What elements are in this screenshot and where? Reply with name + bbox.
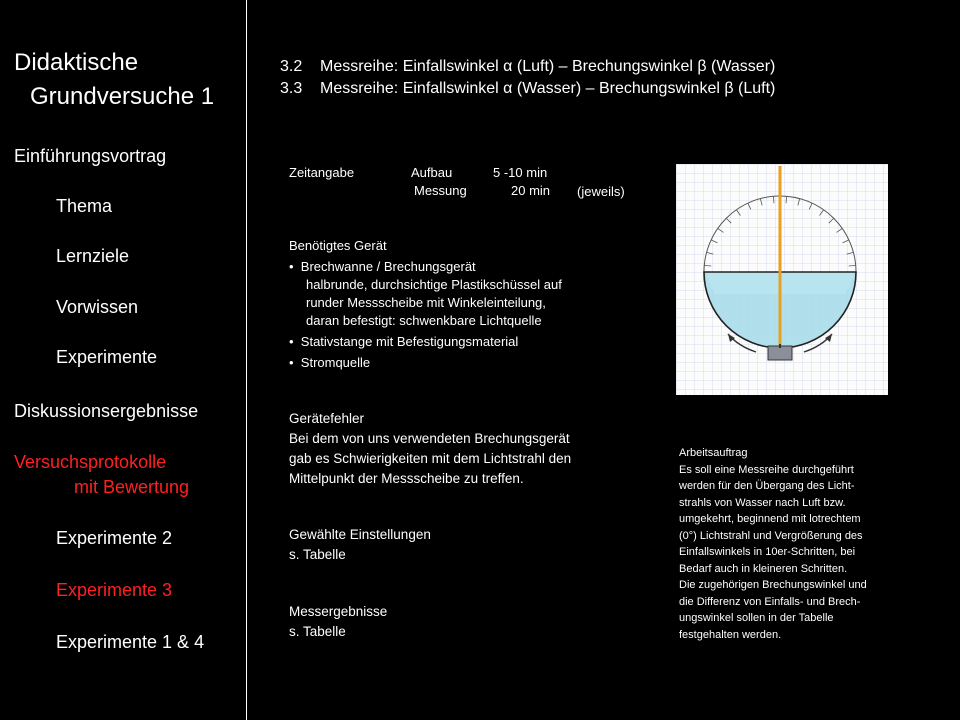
task-heading: Arbeitsauftrag: [679, 447, 748, 459]
header-num-2: 3.3: [280, 80, 303, 97]
nav-item-lernziele[interactable]: Lernziele: [56, 246, 130, 266]
nav-item-experimente-2[interactable]: Experimente 2: [56, 528, 173, 548]
nav-item-thema[interactable]: Thema: [56, 196, 113, 216]
task-line: Bedarf auch in kleineren Schritten.: [679, 562, 848, 575]
header-text-2: Messreihe: Einfallswinkel α (Wasser) – Brechungswinkel β (Luft): [320, 80, 776, 97]
task-line: Es soll eine Messreihe durchgeführt: [679, 463, 854, 476]
task-line: werden für den Übergang des Licht-: [679, 480, 855, 492]
task-line: festgehalten werden.: [679, 628, 782, 641]
nav-item-vorwissen[interactable]: Vorwissen: [56, 297, 139, 317]
task-line: Die zugehörigen Brechungswinkel und: [679, 579, 867, 591]
sidebar-divider: [246, 0, 247, 720]
time-note: (jeweils): [577, 184, 625, 199]
errors-line: gab es Schwierigkeiten mit dem Lichtstrahl den: [289, 451, 572, 466]
nav-item-einfuehrungsvortrag[interactable]: Einführungsvortrag: [14, 146, 167, 166]
equipment-sub-line: runder Messscheibe mit Winkeleinteilung,: [306, 295, 546, 310]
time-setup-value: 5 -10 min: [493, 165, 548, 180]
task-line: strahls von Wasser nach Luft bzw.: [679, 496, 846, 509]
equipment-item-text: Stromquelle: [300, 355, 371, 370]
header-num-1: 3.2: [280, 58, 303, 75]
nav-item-experimente-3[interactable]: Experimente 3: [56, 580, 173, 600]
equipment-item: • Stromquelle: [289, 355, 371, 370]
equipment-item: • Stativstange mit Befestigungsmaterial: [289, 334, 519, 349]
time-measure-label: Messung: [414, 183, 467, 198]
equipment-heading: Benötigtes Gerät: [289, 238, 387, 253]
task-line: (0°) Lichtstrahl und Vergrößerung des: [679, 529, 863, 542]
nav-item-versuchsprotokolle-sub[interactable]: mit Bewertung: [74, 477, 190, 497]
errors-heading: Gerätefehler: [289, 411, 365, 426]
results-value: s. Tabelle: [289, 624, 346, 639]
time-label: Zeitangabe: [289, 165, 355, 180]
nav-item-experimente-1-4[interactable]: Experimente 1 & 4: [56, 632, 205, 652]
equipment-item-text: Brechwanne / Brechungsgerät: [300, 259, 476, 274]
task-line: ungswinkel sollen in der Tabelle: [679, 612, 834, 624]
equipment-sub-line: halbrunde, durchsichtige Plastikschüssel auf: [306, 277, 562, 292]
equipment-item: • Brechwanne / Brechungsgerät: [289, 259, 476, 274]
equipment-sub-line: daran befestigt: schwenkbare Lichtquelle: [306, 313, 542, 328]
settings-heading: Gewählte Einstellungen: [289, 527, 431, 542]
nav-item-experimente[interactable]: Experimente: [56, 347, 158, 367]
equipment-item-text: Stativstange mit Befestigungsmaterial: [300, 334, 519, 349]
errors-line: Bei dem von uns verwendeten Brechungsgerät: [289, 431, 570, 446]
results-heading: Messergebnisse: [289, 604, 388, 619]
refraction-apparatus-image: [676, 164, 888, 395]
header-text-1: Messreihe: Einfallswinkel α (Luft) – Brechungswinkel β (Wasser): [320, 58, 776, 75]
task-line: umgekehrt, beginnend mit lotrechtem: [679, 513, 861, 525]
time-setup-label: Aufbau: [411, 165, 453, 180]
task-line: Einfallswinkels in 10er-Schritten, bei: [679, 546, 856, 558]
settings-value: s. Tabelle: [289, 547, 346, 562]
errors-line: Mittelpunkt der Messscheibe zu treffen.: [289, 471, 524, 486]
task-line: die Differenz von Einfalls- und Brech-: [679, 595, 861, 608]
time-measure-value: 20 min: [511, 183, 551, 198]
nav-item-versuchsprotokolle[interactable]: Versuchsprotokolle: [14, 452, 167, 472]
nav-item-diskussionsergebnisse[interactable]: Diskussionsergebnisse: [14, 401, 199, 421]
sidebar-title-line1: Didaktische: [14, 49, 139, 76]
sidebar-title-line2: Grundversuche 1: [30, 83, 215, 110]
